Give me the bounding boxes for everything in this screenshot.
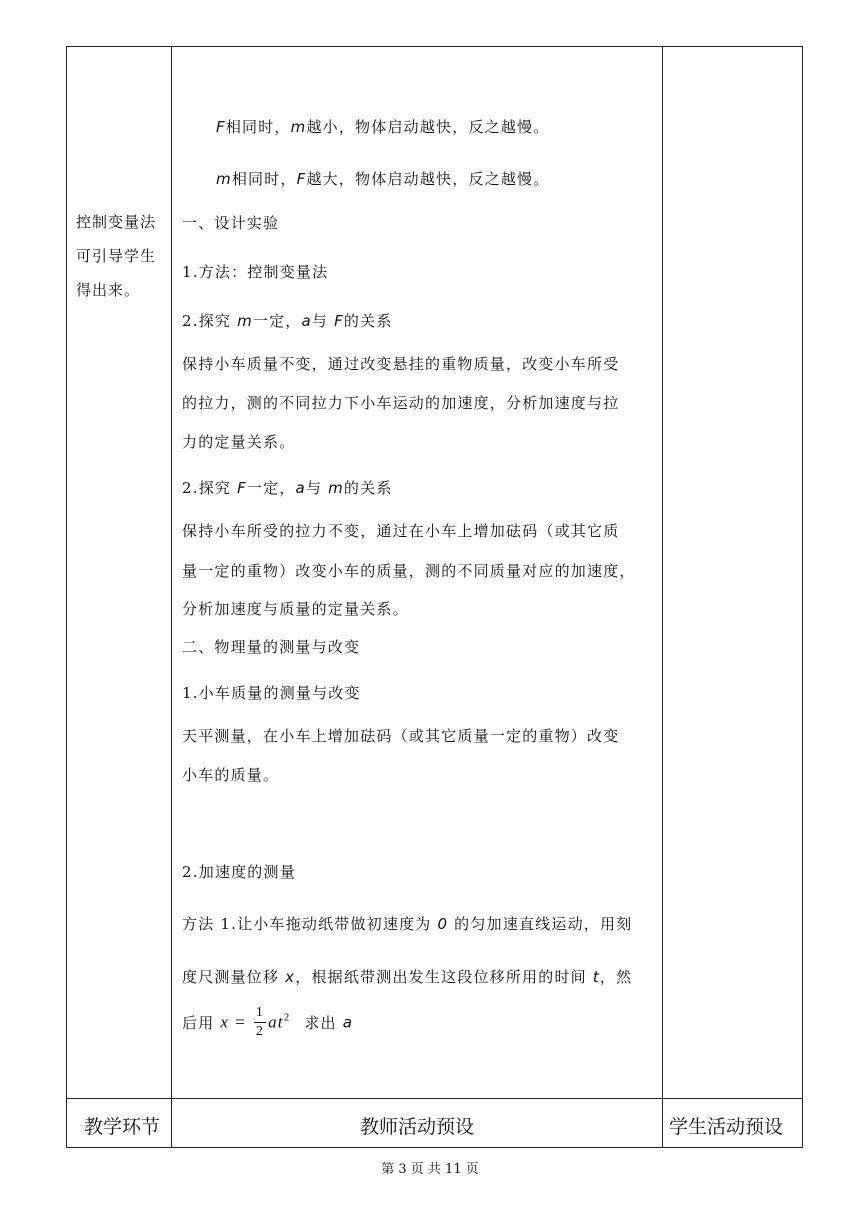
table-border-right	[802, 46, 803, 1148]
method-paragraph-line: 度尺测量位移 x，根据纸带测出发生这段位移所用的时间 t，然	[182, 968, 633, 986]
formula-fraction: $\frac{1}{2}$	[255, 1005, 265, 1039]
table-border-left	[66, 46, 67, 1148]
header-row-top-border	[66, 1098, 803, 1099]
explore-item-f: 2.探究 F一定，a与 m的关系	[182, 479, 393, 497]
header-teacher-activity: 教师活动预设	[360, 1116, 475, 1138]
statement-line-2: m相同时，F越大，物体启动越快，反之越慢。	[216, 170, 550, 188]
header-teaching-stage: 教学环节	[84, 1116, 161, 1138]
paragraph-line: 量一定的重物）改变小车的质量，测的不同质量对应的加速度，	[182, 562, 636, 580]
formula-rhs: at	[268, 1012, 284, 1032]
formula-eq: =	[235, 1012, 246, 1032]
acceleration-item: 2.加速度的测量	[182, 863, 296, 881]
formula-line: 后用 x = $\frac{1}{2}$ $at^2$ 求出 a	[182, 1005, 354, 1039]
explore-item-m: 2.探究 m一定，a与 F的关系	[182, 312, 393, 330]
table-border-bottom	[66, 1147, 803, 1148]
header-student-activity: 学生活动预设	[669, 1116, 784, 1138]
method-item: 1.方法：控制变量法	[182, 263, 329, 281]
section-title: 一、设计实验	[182, 214, 280, 232]
table-border-top	[66, 46, 803, 47]
formula-lhs: x	[220, 1012, 230, 1032]
formula-exponent: 2	[283, 1011, 291, 1024]
table-divider-1	[171, 46, 172, 1148]
paragraph-line: 保持小车所受的拉力不变，通过在小车上增加砝码（或其它质	[182, 522, 620, 540]
mass-item: 1.小车质量的测量与改变	[182, 684, 361, 702]
paragraph-line: 小车的质量。	[182, 766, 280, 784]
paragraph-line: 的拉力，测的不同拉力下小车运动的加速度，分析加速度与拉	[182, 394, 620, 412]
page-number: 第 3 页 共 11 页	[381, 1162, 479, 1177]
paragraph-line: 保持小车质量不变，通过改变悬挂的重物质量，改变小车所受	[182, 355, 620, 373]
table-divider-2	[662, 46, 663, 1148]
left-note-line: 控制变量法	[76, 213, 157, 231]
paragraph-line: 力的定量关系。	[182, 433, 296, 451]
statement-line-1: F相同时，m越小，物体启动越快，反之越慢。	[216, 118, 550, 136]
left-column-notes	[76, 205, 171, 307]
left-note-line: 得出来。	[76, 281, 141, 299]
method-paragraph-line: 方法 1.让小车拖动纸带做初速度为 0 的匀加速直线运动，用刻	[182, 915, 633, 933]
left-note-line: 可引导学生	[76, 247, 157, 265]
section-title: 二、物理量的测量与改变	[182, 638, 361, 656]
paragraph-line: 天平测量，在小车上增加砝码（或其它质量一定的重物）改变	[182, 727, 620, 745]
paragraph-line: 分析加速度与质量的定量关系。	[182, 600, 409, 618]
